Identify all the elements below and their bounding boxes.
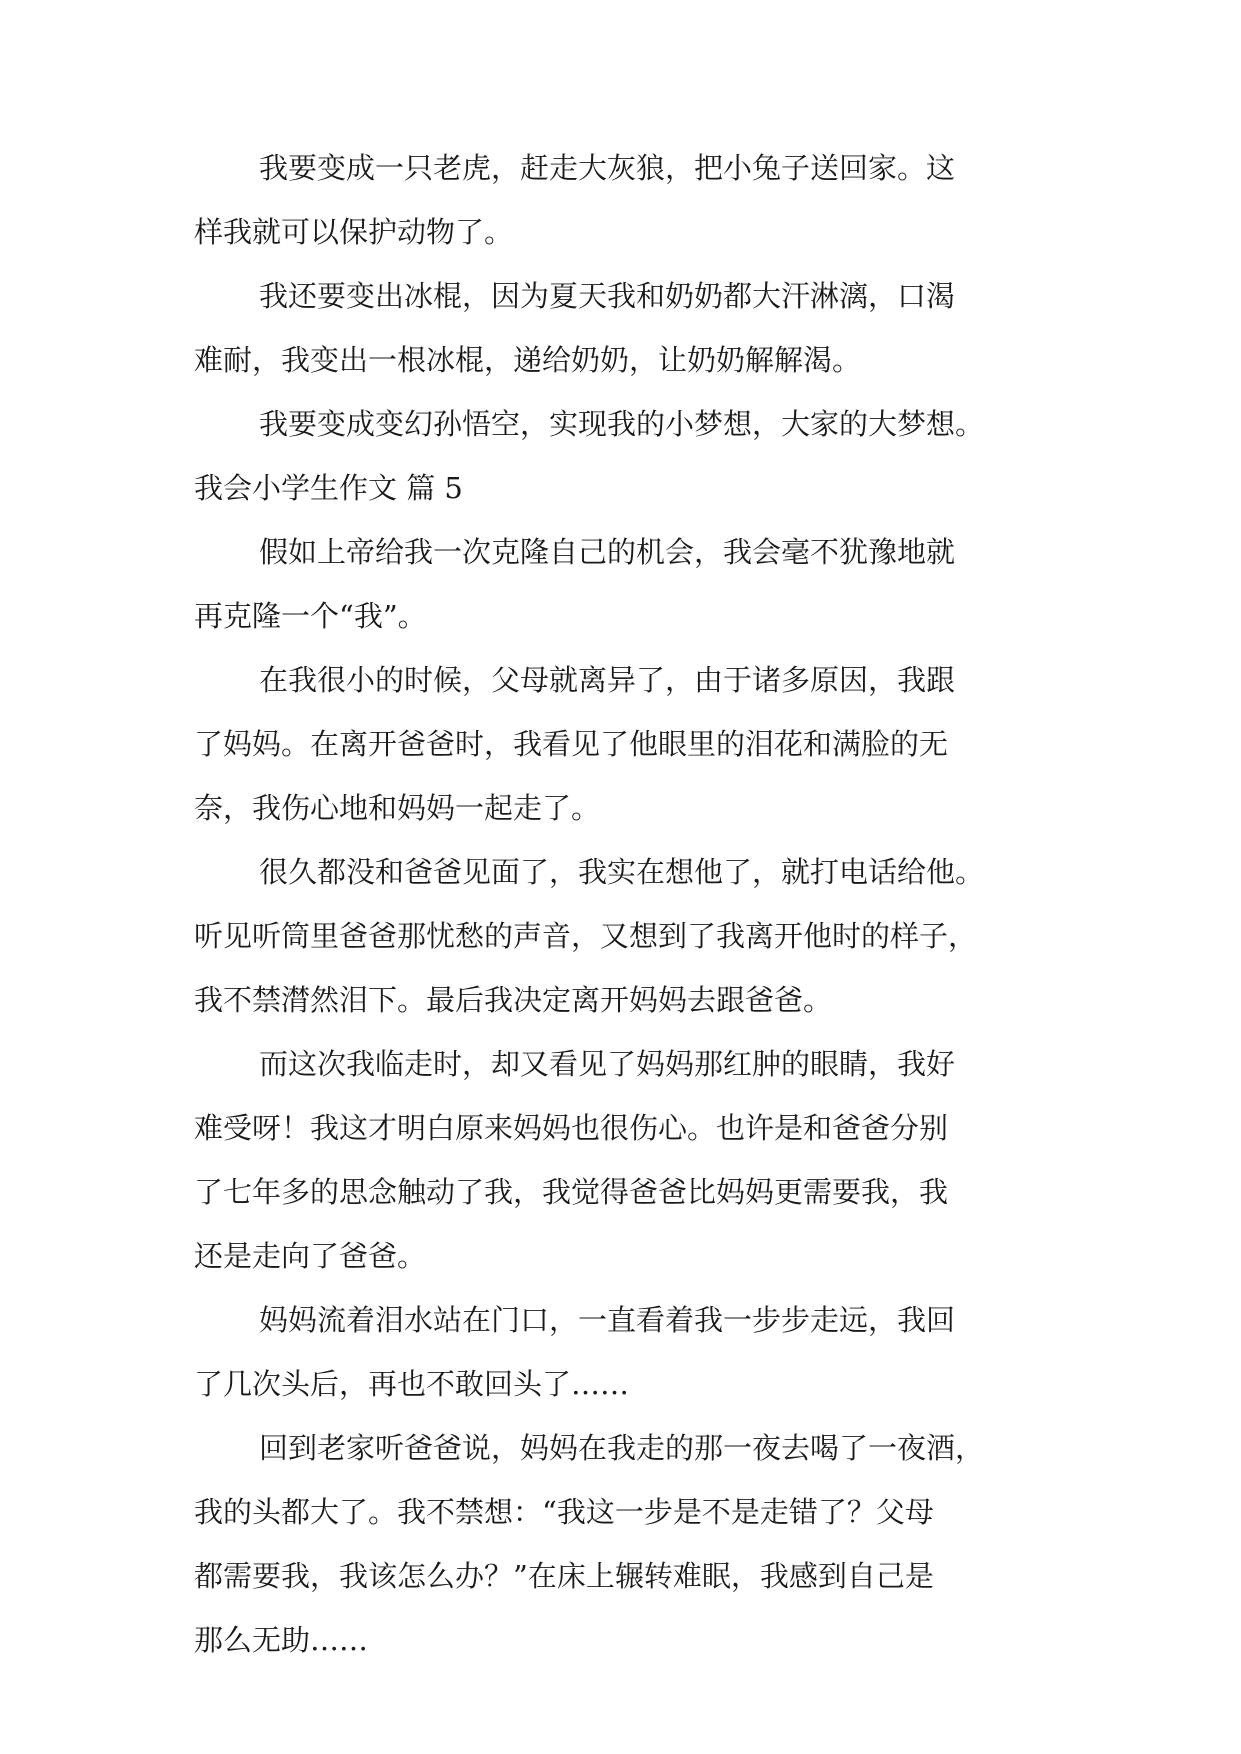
paragraph-2-line-2: 难耐，我变出一根冰棍，递给奶奶，让奶奶解解渴。 <box>194 343 862 377</box>
paragraph-4-line-2: 再克隆一个“我”。 <box>194 599 427 633</box>
paragraph-1-line-2: 样我就可以保护动物了。 <box>194 215 514 249</box>
paragraph-1-line-1: 我要变成一只老虎，赶走大灰狼，把小兔子送回家。这 <box>259 151 956 185</box>
paragraph-7-line-3: 了七年多的思念触动了我，我觉得爸爸比妈妈更需要我，我 <box>194 1175 949 1209</box>
paragraph-5-line-2: 了妈妈。在离开爸爸时，我看见了他眼里的泪花和满脸的无 <box>194 727 949 761</box>
paragraph-8-line-1: 妈妈流着泪水站在门口，一直看着我一步步走远，我回 <box>259 1303 956 1337</box>
paragraph-2-line-1: 我还要变出冰棍，因为夏天我和奶奶都大汗淋漓，口渴 <box>259 279 956 313</box>
paragraph-9-line-4: 那么无助…… <box>194 1623 369 1657</box>
paragraph-9-line-3: 都需要我，我该怎么办？”在床上辗转难眠，我感到自己是 <box>194 1559 934 1593</box>
paragraph-4-line-1: 假如上帝给我一次克隆自己的机会，我会毫不犹豫地就 <box>259 535 956 569</box>
paragraph-7-line-1: 而这次我临走时，却又看见了妈妈那红肿的眼睛，我好 <box>259 1047 956 1081</box>
paragraph-7-line-2: 难受呀！我这才明白原来妈妈也很伤心。也许是和爸爸分别 <box>194 1111 949 1145</box>
paragraph-3-line-1: 我要变成变幻孙悟空，实现我的小梦想，大家的大梦想。 <box>259 407 985 441</box>
paragraph-9-line-2: 我的头都大了。我不禁想：“我这一步是不是走错了？父母 <box>194 1495 934 1529</box>
paragraph-5-line-1: 在我很小的时候，父母就离异了，由于诸多原因，我跟 <box>259 663 956 697</box>
paragraph-6-line-3: 我不禁潸然泪下。最后我决定离开妈妈去跟爸爸。 <box>194 983 833 1017</box>
paragraph-9-line-1: 回到老家听爸爸说，妈妈在我走的那一夜去喝了一夜酒， <box>259 1431 985 1465</box>
paragraph-6-line-2: 听见听筒里爸爸那忧愁的声音，又想到了我离开他时的样子， <box>194 919 978 953</box>
paragraph-6-line-1: 很久都没和爸爸见面了，我实在想他了，就打电话给他。 <box>259 855 985 889</box>
paragraph-5-line-3: 奈，我伤心地和妈妈一起走了。 <box>194 791 601 825</box>
paragraph-7-line-4: 还是走向了爸爸。 <box>194 1239 427 1273</box>
paragraph-8-line-2: 了几次头后，再也不敢回头了…… <box>194 1367 630 1401</box>
section-heading: 我会小学生作文 篇 5 <box>194 471 463 505</box>
